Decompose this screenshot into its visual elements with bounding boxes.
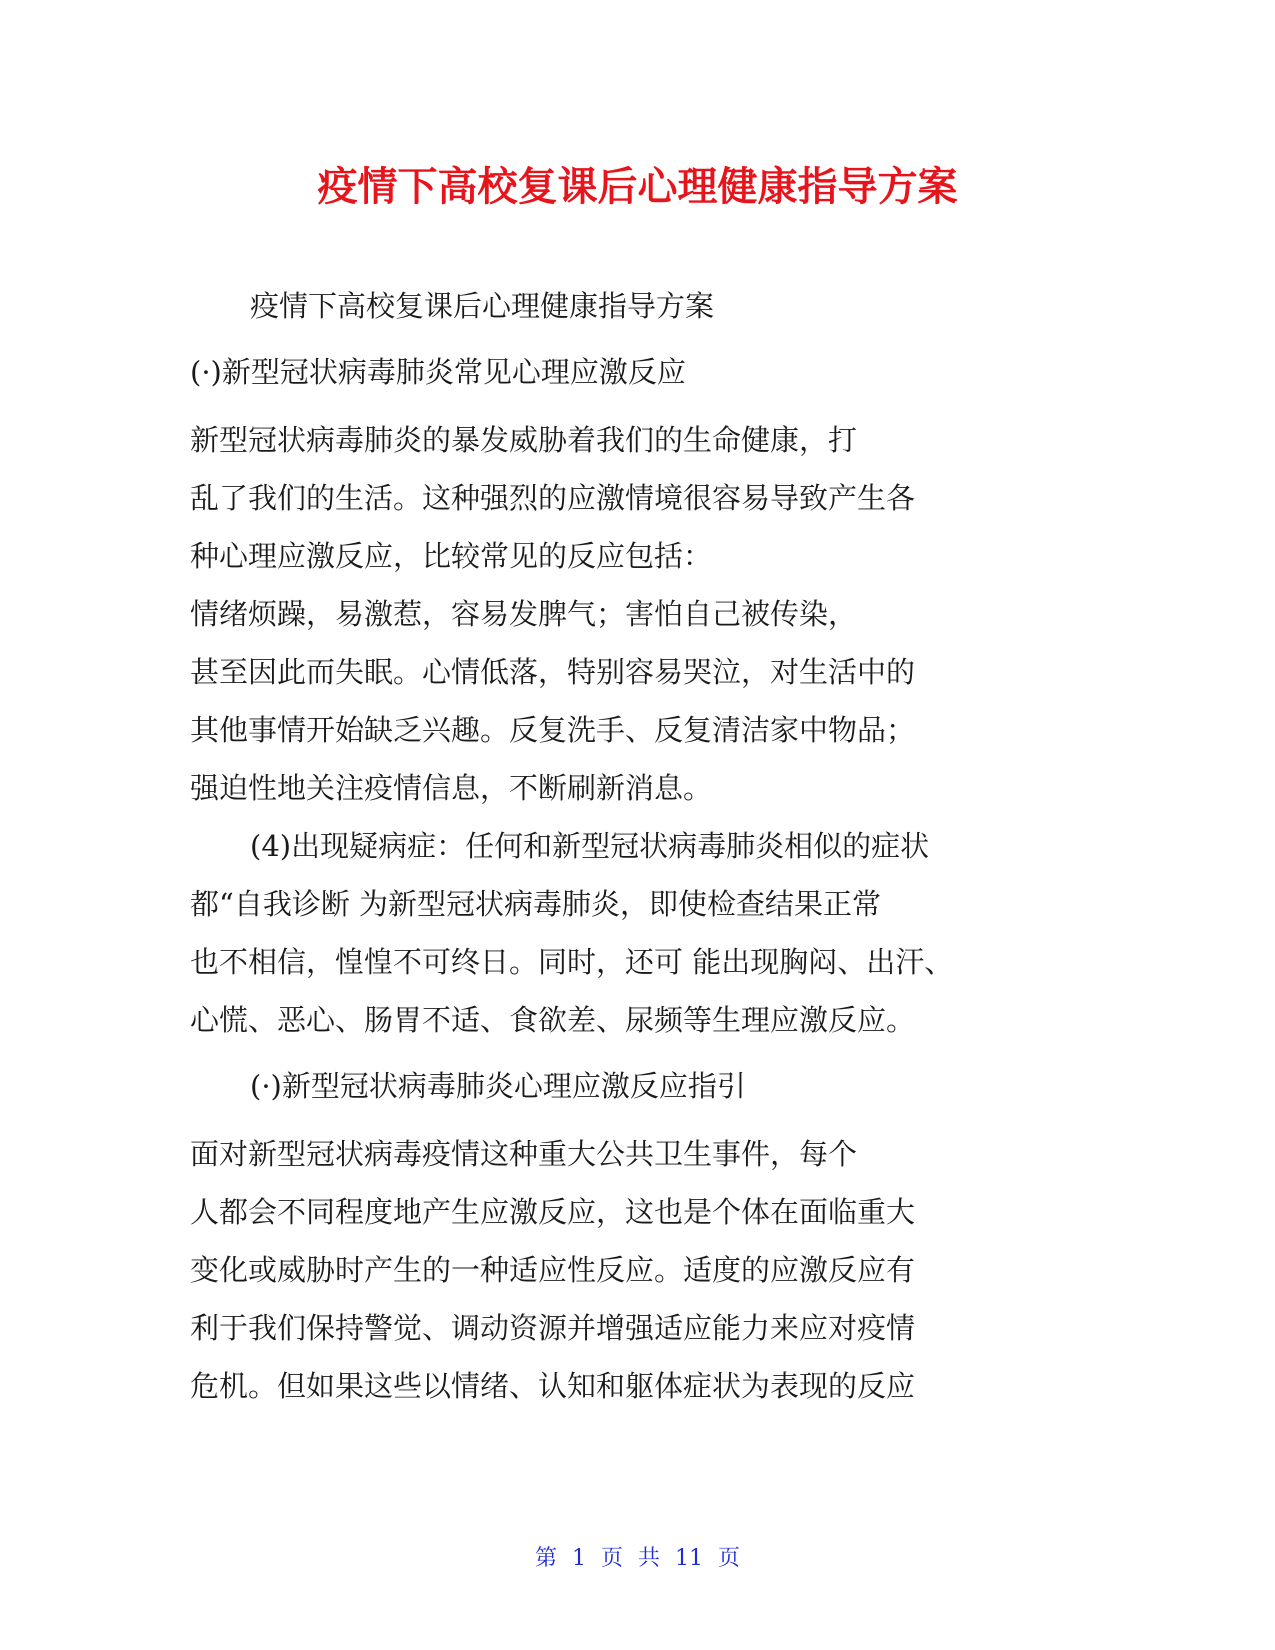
text-line: 都“自我诊断 为新型冠状病毒肺炎，即使检查结果正常: [190, 887, 882, 921]
document-title: 疫情下高校复课后心理健康指导方案: [317, 164, 958, 210]
text-line: 强迫性地关注疫情信息，不断刷新消息。: [190, 771, 713, 805]
text-line: 也不相信，惶惶不可终日。同时，还可 能出现胸闷、出汗、: [190, 945, 954, 979]
text-line: 人都会不同程度地产生应激反应，这也是个体在面临重大: [190, 1195, 916, 1229]
text-line: 面对新型冠状病毒疫情这种重大公共卫生事件，每个: [190, 1137, 858, 1171]
text-line: 情绪烦躁，易激惹，容易发脾气；害怕自己被传染，: [190, 597, 858, 631]
section-heading-1: (·)新型冠状病毒肺炎常见心理应激反应: [190, 355, 686, 389]
subtitle-line: 疫情下高校复课后心理健康指导方案: [250, 289, 715, 323]
text-line: 新型冠状病毒肺炎的暴发威胁着我们的生命健康，打: [190, 423, 858, 457]
text-line: 甚至因此而失眠。心情低落，特别容易哭泣，对生活中的: [190, 655, 916, 689]
section-heading-2: (·)新型冠状病毒肺炎心理应激反应指引: [250, 1069, 746, 1103]
text-line: 心慌、恶心、肠胃不适、食欲差、尿频等生理应激反应。: [190, 1003, 916, 1037]
page-number-footer: 第 1 页 共 11 页: [535, 1546, 740, 1571]
text-line: 危机。但如果这些以情绪、认知和躯体症状为表现的反应: [190, 1369, 916, 1403]
text-line: 利于我们保持警觉、调动资源并增强适应能力来应对疫情: [190, 1311, 916, 1345]
text-line: 其他事情开始缺乏兴趣。反复洗手、反复清洁家中物品；: [190, 713, 916, 747]
text-line: 变化或威胁时产生的一种适应性反应。适度的应激反应有: [190, 1253, 916, 1287]
text-line: 乱了我们的生活。这种强烈的应激情境很容易导致产生各: [190, 481, 916, 515]
text-line: 种心理应激反应，比较常见的反应包括：: [190, 539, 713, 573]
text-line: (4)出现疑病症：任何和新型冠状病毒肺炎相似的症状: [250, 829, 930, 863]
